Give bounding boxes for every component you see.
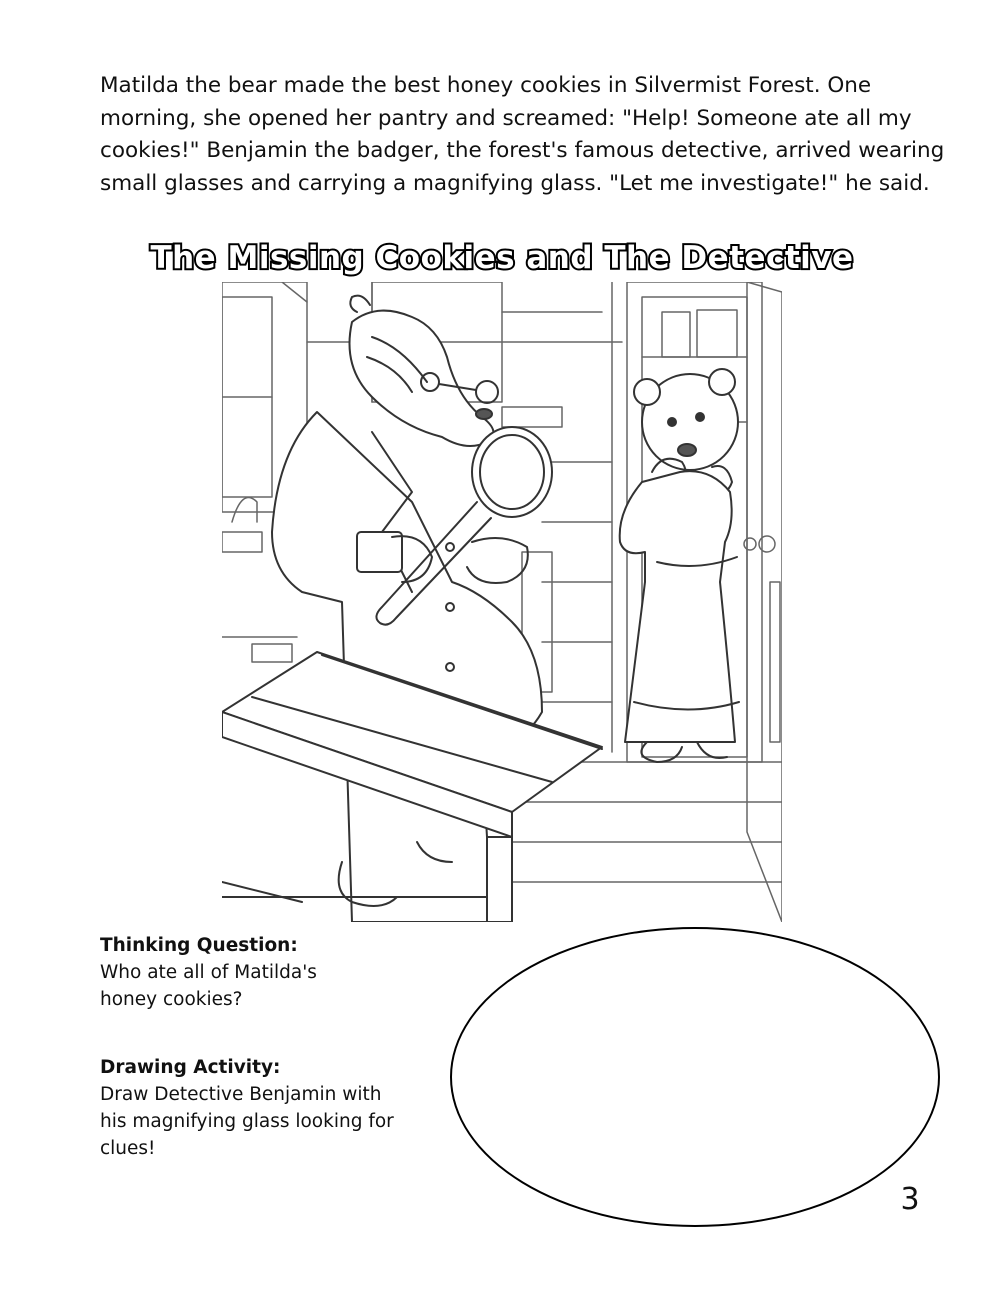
thinking-question-text: Who ate all of Matilda's honey cookies? — [100, 962, 317, 1010]
page-title — [100, 232, 905, 280]
thinking-question — [100, 932, 430, 1013]
drawing-oval — [450, 927, 940, 1227]
coloring-illustration — [222, 282, 782, 922]
drawing-activity — [100, 1054, 430, 1162]
drawing-activity-heading: Drawing Activity: — [100, 1057, 281, 1078]
thinking-question-heading: Thinking Question: — [100, 935, 298, 956]
page-number: 3 — [900, 1182, 920, 1217]
story-paragraph: Matilda the bear made the best honey cookies in Silvermist Forest. One morning, she opened her pantry and screamed: "Help! Someone ate all my cookies!" Benjamin the badger, the forest's famous detective, arrived wearing small glasses and carrying a magnifying glass. "Let me investigate!" he said. — [100, 73, 945, 196]
drawing-activity-text: Draw Detective Benjamin with his magnifying glass looking for clues! — [100, 1084, 394, 1159]
bear-matilda — [620, 369, 739, 762]
page-title-text: The Missing Cookies and The Detective — [150, 240, 854, 276]
